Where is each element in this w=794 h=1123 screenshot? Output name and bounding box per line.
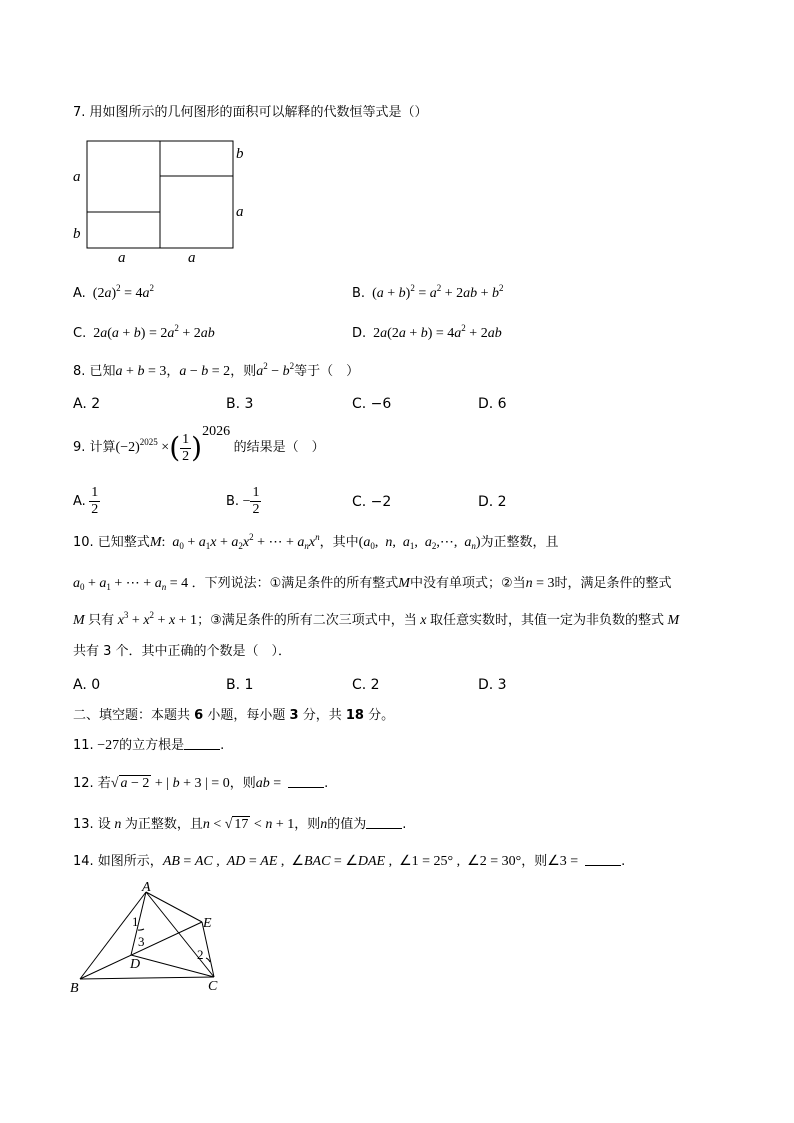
q14-answer-blank[interactable] — [585, 853, 621, 866]
q7-label-a-right: a — [236, 204, 244, 220]
q9-option-b: B. − $\frac{1}{2}$ — [226, 485, 260, 518]
q10-line4: 共有 3 个．其中正确的个数是（ ）． — [73, 644, 292, 659]
q9-option-a: A. $\frac{1}{2}$ — [73, 485, 99, 518]
q14-label-d: D — [130, 957, 141, 972]
q14-figure — [66, 880, 236, 1000]
q7-option-b: B. $(a + b)^2 = a^2 + 2ab + b^2$ — [352, 283, 504, 301]
q9-stem: 9. 计算$(-2)^{2025}$ ×( $\frac{1}{2}$ )$^{2026}$ 的结果是（ ） — [73, 424, 325, 464]
q10-option-d: D. 3 — [478, 677, 507, 693]
q7-label-a-bottom-left: a — [118, 250, 126, 266]
q11-answer-blank[interactable] — [184, 737, 220, 750]
section2-title: 二、填空题：本题共 6 小题，每小题 3 分，共 18 分。 — [73, 708, 395, 723]
q7-stem: 7. 用如图所示的几何图形的面积可以解释的代数恒等式是（） — [73, 105, 428, 120]
q10-line3: M 只有 $x^3 + x^2 + x + 1$；③满足条件的所有二次三项式中，当 x 取任意实数时，其值一定为非负数的整式 M — [73, 610, 680, 628]
q8-option-a: A. 2 — [73, 396, 101, 412]
q12-answer-blank[interactable] — [288, 775, 324, 788]
q9-option-c: C. −2 — [352, 494, 392, 510]
q8-option-c: C. −6 — [352, 396, 392, 412]
q14-label-a: A — [142, 880, 151, 895]
q10-line2: $a_0 + a_1$ + ⋯ + $a_n = 4$ ．下列说法：①满足条件的所有整式M中没有单项式；②当n = 3时，满足条件的整式 — [73, 576, 672, 592]
q7-label-b-right: b — [236, 146, 244, 162]
q7-label-a-left: a — [73, 169, 81, 185]
q14-angle-2: 2 — [197, 947, 204, 962]
q14-label-e: E — [203, 916, 212, 931]
q14-label-b: B — [70, 981, 79, 996]
q14-label-c: C — [208, 979, 218, 994]
q8-option-b: B. 3 — [226, 396, 254, 412]
q8-stem: 8. 已知a + b = 3，a − b = 2，则$a^2 - b^2$等于（ ） — [73, 361, 360, 379]
q12-stem: 12. 若√ a − 2 + | b + 3 | = 0，则ab = . — [73, 776, 329, 791]
q11-stem: 11. −27的立方根是 . — [73, 738, 225, 753]
q10-option-c: C. 2 — [352, 677, 380, 693]
q7-option-c: C. $2a(a + b) = 2a^2 + 2ab$ — [73, 323, 215, 341]
q10-option-a: A. 0 — [73, 677, 101, 693]
q10-line1: 10. 已知整式M: $a_0 + a_1x + a_2x^2$ + ⋯ + $a_nx^n$，其中($a_0$, n, $a_1$, $a_2,\cdots$, $a_n$)为正整数，且 — [73, 532, 559, 551]
q14-angle-1: 1 — [132, 914, 139, 929]
q10-option-b: B. 1 — [226, 677, 254, 693]
q7-option-d: D. $2a(2a + b) = 4a^2 + 2ab$ — [352, 323, 502, 341]
q14-stem: 14. 如图所示，AB = AC , AD = AE , ∠BAC = ∠DAE , ∠1 = 25° , ∠2 = 30°，则∠3 = . — [73, 854, 626, 869]
q7-figure — [66, 136, 256, 266]
q9-option-d: D. 2 — [478, 494, 507, 510]
q7-label-a-bottom-right: a — [188, 250, 196, 266]
q13-answer-blank[interactable] — [366, 816, 402, 829]
q14-angle-3: 3 — [138, 934, 145, 949]
q13-stem: 13. 设 n 为正整数，且n < √ 17 < n + 1，则n的值为 . — [73, 817, 407, 832]
q8-option-d: D. 6 — [478, 396, 507, 412]
q7-label-b-left: b — [73, 226, 81, 242]
q7-option-a: A. $(2a)^2 = 4a^2$ — [73, 283, 155, 301]
